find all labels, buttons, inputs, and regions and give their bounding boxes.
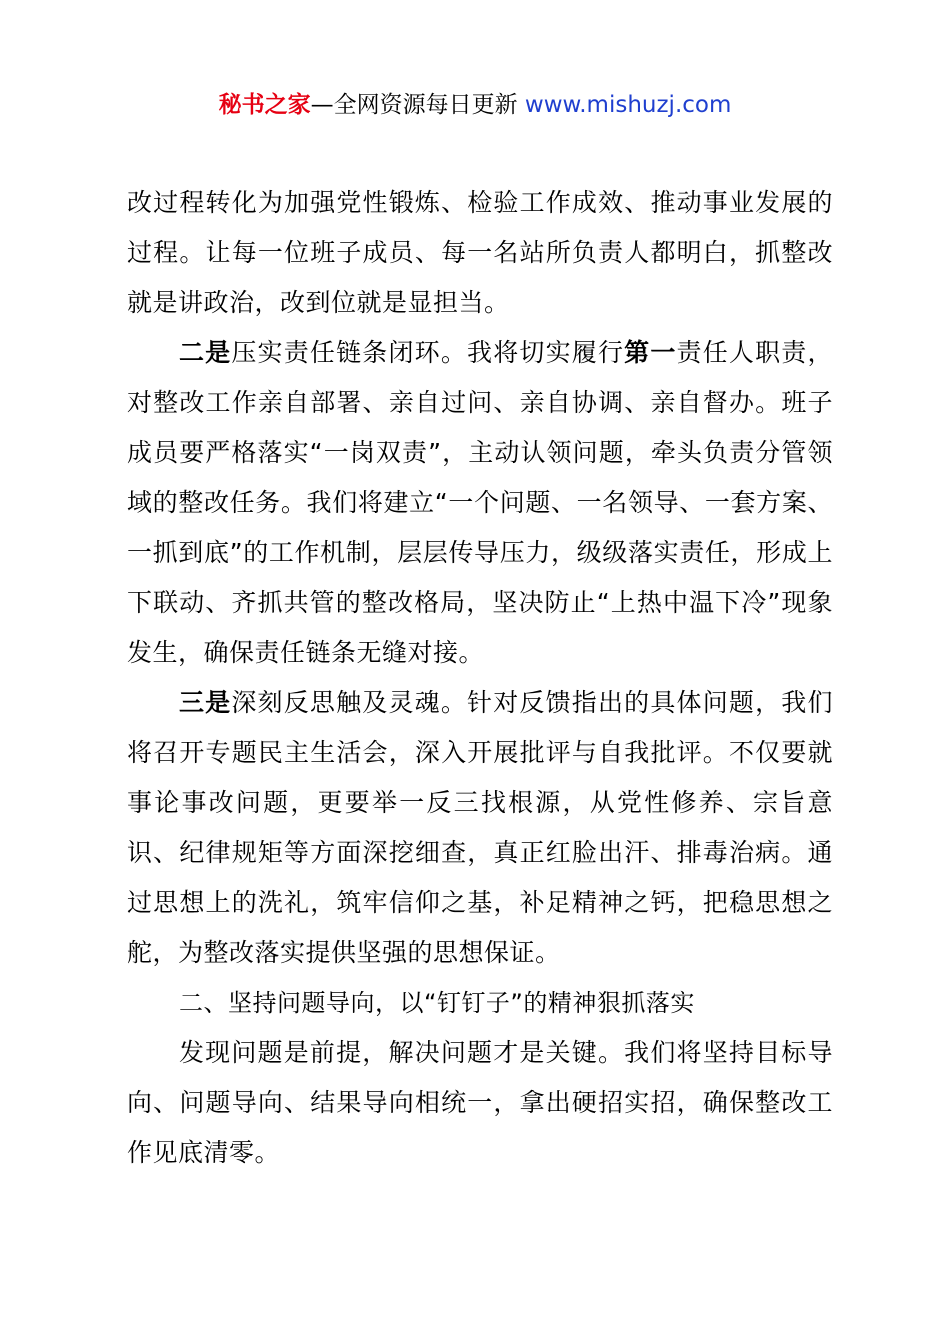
site-url-link[interactable]: www.mishuzj.com — [524, 92, 732, 118]
section-heading-text: 二、坚持问题导向，以“钉钉子”的精神狠抓落实 — [179, 989, 695, 1017]
brand-name: 秘书之家 — [218, 92, 311, 118]
paragraph-text: 发现问题是前提，解决问题才是关键。我们将坚持目标导向、问题导向、结果导向相统一，拿出硬招实招，确保整改工作见底清零。 — [127, 1038, 833, 1167]
paragraph-text: 责任人职责，对整改工作亲自部署、亲自过问、亲自协调、亲自督办。班子成员要严格落实“一岗双责”，主动认领问题，牵头负责分管领域的整改任务。我们将建立“一个问题、一名领导、一套方案、一抓到底”的工作机制，层层传导压力，级级落实责任，形成上下联动、齐抓共管的整改格局，坚决防止“上热中温下冷”现象发生，确保责任链条无缝对接。 — [127, 338, 833, 667]
paragraph-intro — [127, 1028, 833, 1178]
section-heading — [127, 978, 833, 1028]
paragraph-point-two — [127, 328, 833, 678]
header-tagline: —全网资源每日更新 — [310, 92, 518, 118]
document-body — [127, 178, 833, 1178]
paragraph-continuation — [127, 178, 833, 328]
paragraph-lead: 三是 — [179, 688, 232, 717]
paragraph-text: 压实责任链条闭环。我将切实履行 — [231, 338, 625, 367]
paragraph-text: 改过程转化为加强党性锻炼、检验工作成效、推动事业发展的过程。让每一位班子成员、每一名站所负责人都明白，抓整改就是讲政治，改到位就是显担当。 — [127, 188, 833, 317]
paragraph-lead: 二是 — [179, 338, 232, 367]
paragraph-point-three — [127, 678, 833, 978]
paragraph-text: 深刻反思触及灵魂。针对反馈指出的具体问题，我们将召开专题民主生活会，深入开展批评与自我批评。不仅要就事论事改问题，更要举一反三找根源，从党性修养、宗旨意识、纪律规矩等方面深挖细查，真正红脸出汗、排毒治病。通过思想上的洗礼，筑牢信仰之基，补足精神之钙，把稳思想之舵，为整改落实提供坚强的思想保证。 — [127, 688, 833, 967]
emphasis-text: 第一 — [624, 338, 677, 367]
site-header — [0, 88, 950, 122]
